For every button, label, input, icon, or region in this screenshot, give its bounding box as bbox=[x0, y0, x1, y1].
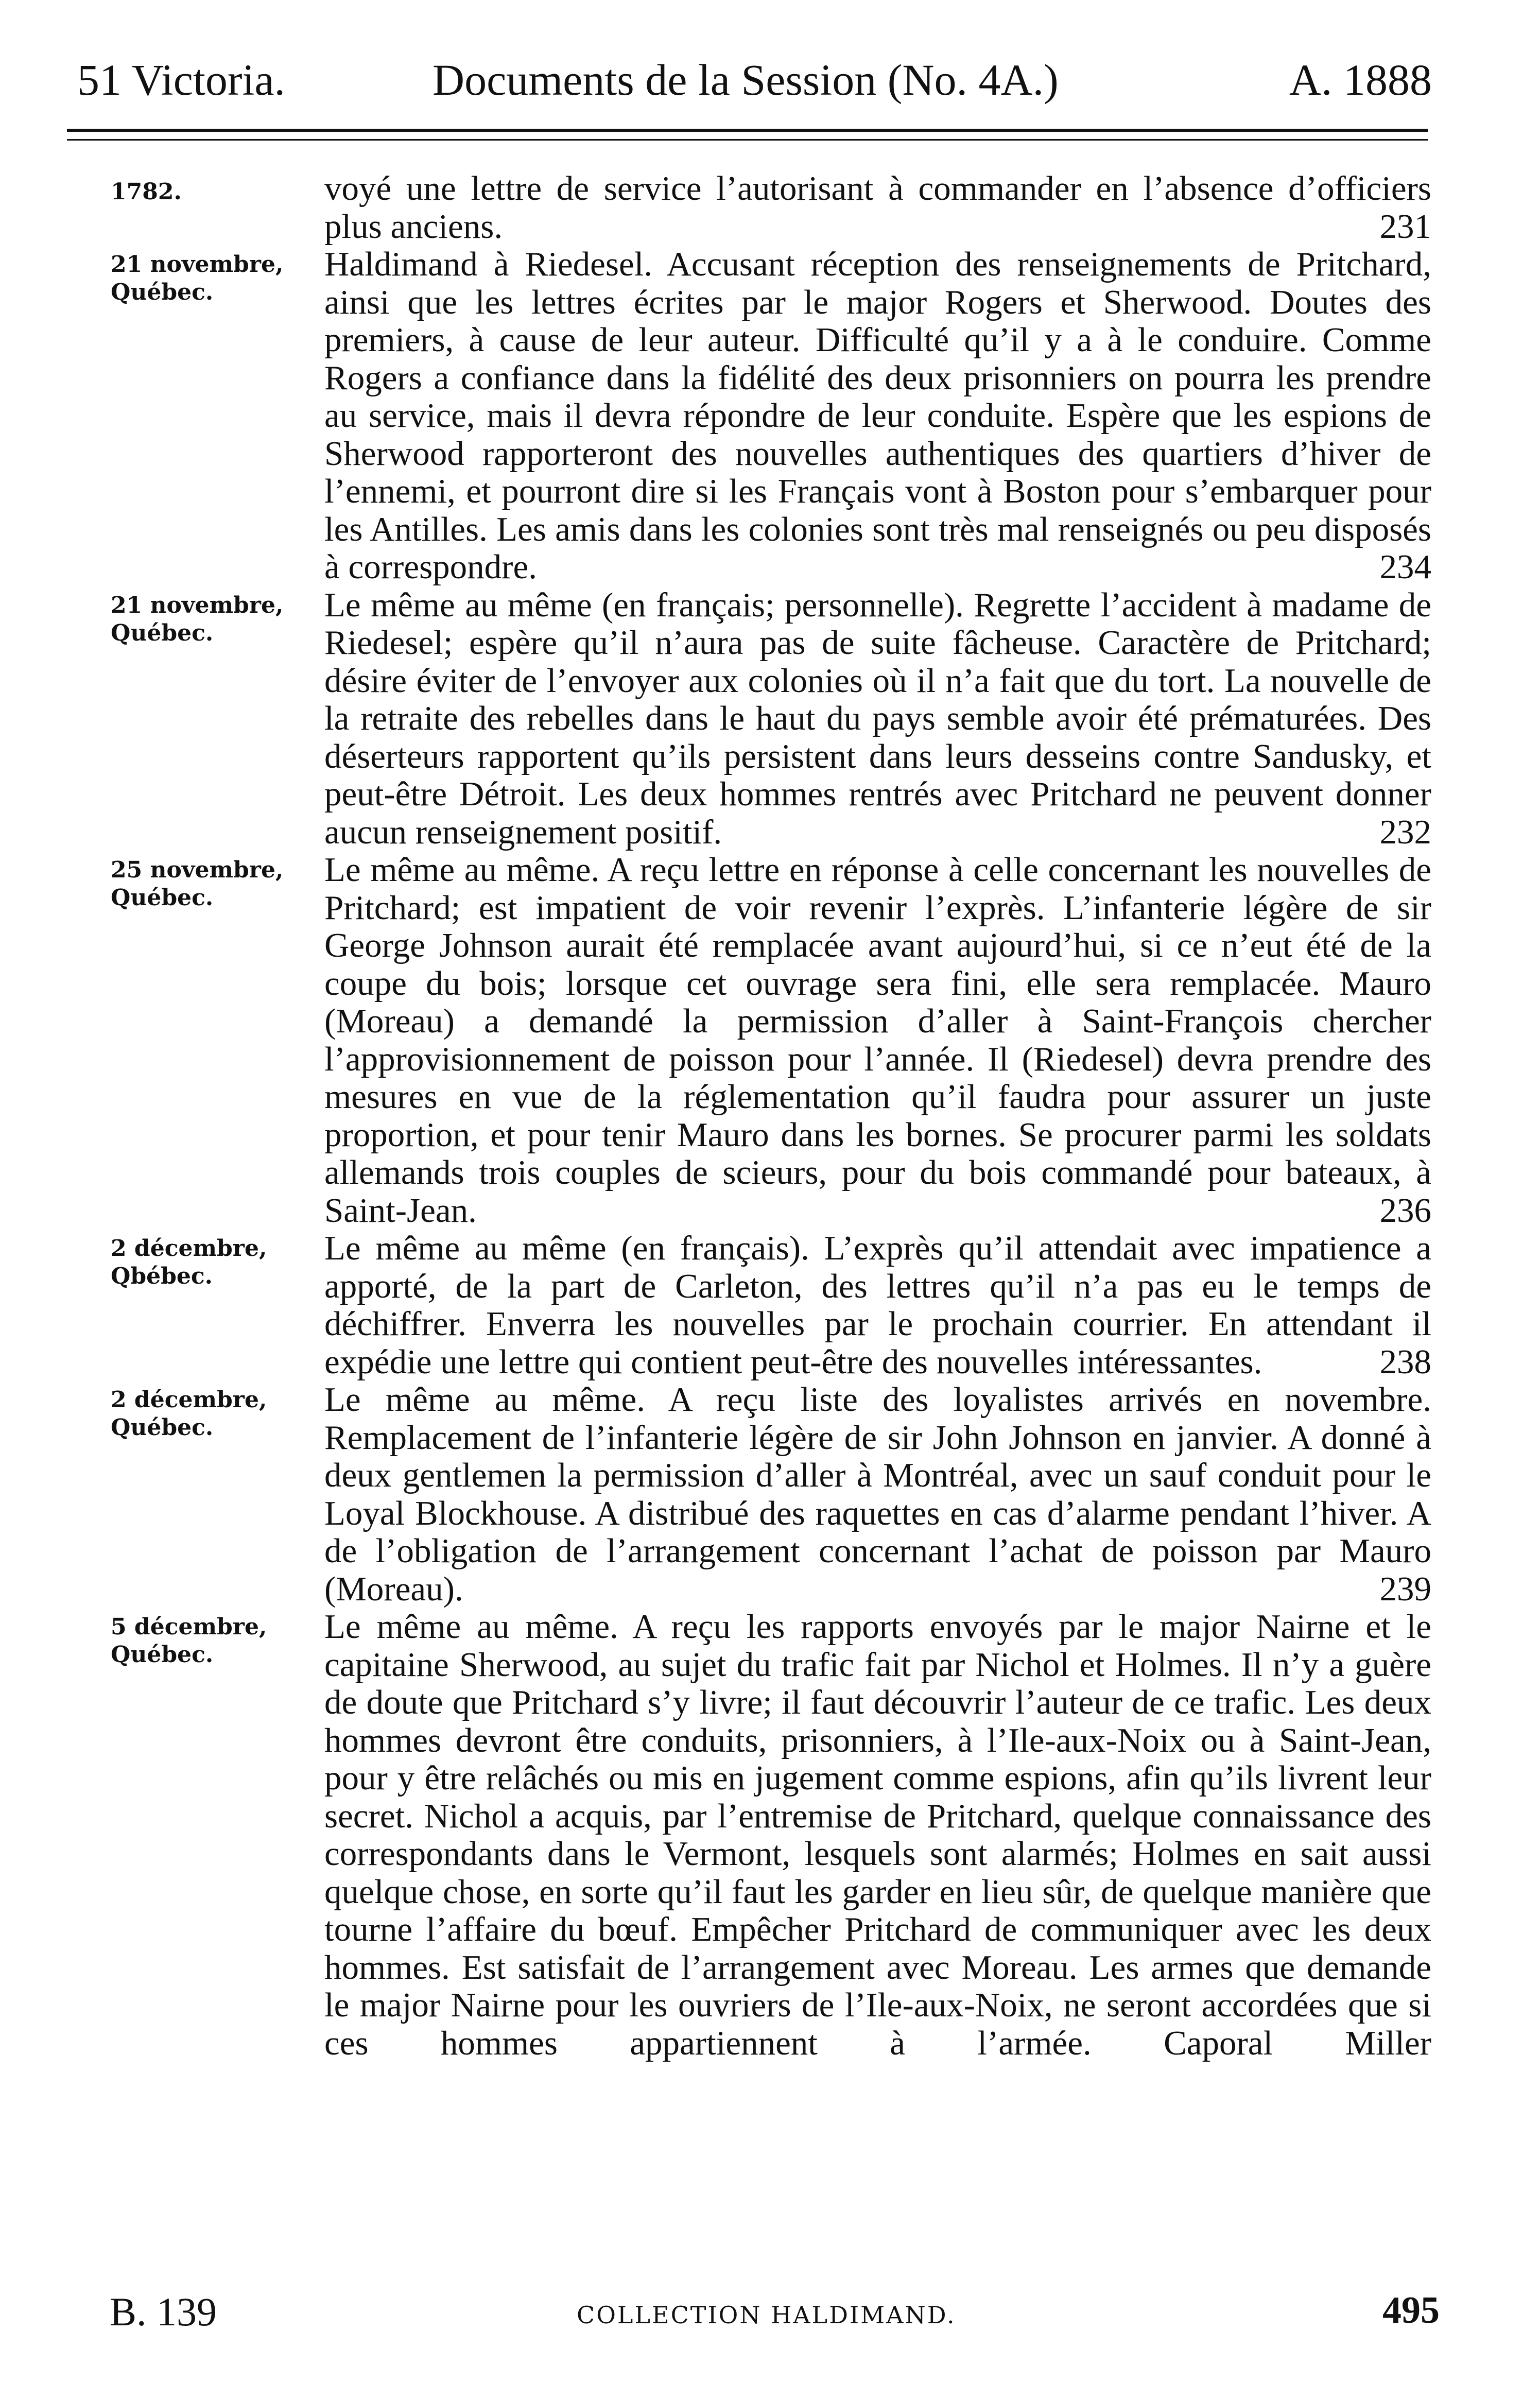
entry-ref: 2‌34 bbox=[1379, 548, 1431, 586]
entry-body: Le même au même. A reçu lettre en réponse à celle concernant les nouvelles de Pritchard; est impatient de voir revenir l’exprès. L’infanterie légère de sir George Johnson aurait été remplacée avant aujourd’hui, si ce n’eut été de la coupe du bois; lorsque cet ouvrage sera fini, elle sera remplacée. Mauro (Moreau) a demandé la permission d’aller à Saint-François chercher l’approvisionnement de poisson pour l’année. Il (Riedesel) devra prendre des mesures en vue de la réglementation qu’il faudra pour assurer un juste proportion, et pour tenir Mauro dans les bornes. Se procurer parmi les soldats allemands trois couples de scieurs, pour du bois commandé pour bateaux, à Saint-Jean. bbox=[324, 851, 1431, 1230]
footer-collection-title: COLLECTION HALDIMAND. bbox=[577, 2301, 956, 2329]
header-title: Documents de la Session (No. 4A.) bbox=[432, 55, 1059, 105]
entry-date: 2 décembre, Qbébec. bbox=[111, 1235, 267, 1289]
entry-text bbox=[324, 1608, 1431, 2062]
entry-25-nov bbox=[0, 851, 1540, 1230]
entry-5-dec bbox=[0, 1608, 1540, 2062]
entry-ref: 232 bbox=[1379, 813, 1431, 851]
entry-text bbox=[324, 1381, 1431, 1608]
entry-ref: 239 bbox=[1379, 1569, 1431, 1608]
footer-signature-mark: B. 139 bbox=[110, 2289, 217, 2334]
entry-21-nov-a bbox=[0, 246, 1540, 586]
entry-text bbox=[324, 246, 1431, 586]
entry-body: Le même au même (en français; personnelle). Regrette l’accident à madame de Riedesel; espère qu’il n’aura pas de suite fâcheuse. Caractère de Pritchard; désire éviter de l’envoyer aux colonies où il n’a fait que du tort. La nouvelle de la retraite des rebelles dans le haut du pays semble avoir été prématurées. Des déserteurs rapportent qu’ils persistent dans leurs desseins contre Sandusky, et peut-être Détroit. Les deux hommes rentrés avec Pritchard ne peuvent donner aucun renseignement positif. bbox=[324, 585, 1431, 851]
calendar-entries bbox=[0, 170, 1540, 2062]
entry-date: 5 décembre, Québec. bbox=[111, 1614, 267, 1668]
entry-body: Le même au même. A reçu liste des loyalistes arrivés en novembre. Remplacement de l’infanterie légère de sir John Johnson en janvier. A donné à deux gentlemen la permission d’aller à Montréal, avec un sauf conduit pour le Loyal Blockhouse. A distribué des raquettes en cas d’alarme pendant l’hiver. A de l’obligation de l’arrangement concernant l’achat de poisson par Mauro (Moreau). bbox=[324, 1380, 1431, 1608]
running-header bbox=[0, 49, 1540, 111]
entry-2-dec-b bbox=[0, 1381, 1540, 1608]
entry-body: Le même au même (en français). L’exprès qu’il attendait avec impatience a apporté, de la part de Carleton, des lettres qu’il n’a pas eu le temps de déchiffrer. Enverra les nouvelles par le prochain courrier. En attendant il expédie une lettre qui contient peut-être des nouvelles intéressantes. bbox=[324, 1229, 1431, 1381]
entry-ref: 236 bbox=[1379, 1191, 1431, 1230]
header-volume: 51 Victoria. bbox=[77, 55, 286, 105]
entry-ref: 238 bbox=[1379, 1342, 1431, 1381]
entry-date: 21 novembre, Québec. bbox=[111, 251, 284, 305]
entry-date: 2 décembre, Québec. bbox=[111, 1387, 267, 1441]
entry-body: voyé une lettre de service l’autorisant à commander en l’absence d’officiers plus anciens. bbox=[324, 169, 1431, 246]
entry-1782 bbox=[0, 170, 1540, 246]
entry-2-dec-a bbox=[0, 1230, 1540, 1381]
entry-date: 25 novembre, Québec. bbox=[111, 857, 284, 911]
entry-text bbox=[324, 170, 1431, 246]
entry-21-nov-b bbox=[0, 586, 1540, 852]
header-rule-thick bbox=[67, 129, 1428, 132]
header-year: A. 1888 bbox=[1289, 55, 1432, 105]
entry-date: 21 novembre, Québec. bbox=[111, 592, 284, 646]
entry-text bbox=[324, 586, 1431, 852]
entry-body: Haldimand à Riedesel. Accusant réception des renseignements de Pritchard, ainsi que les lettres écrites par le major Rogers et Sherwood. Doutes des premiers, à cause de leur auteur. Difficulté qu’il y a à le conduire. Comme Rogers a confiance dans la fidélité des deux prisonniers on pourra les prendre au service, mais il devra répondre de leur conduite. Espère que les espions de Sherwood rapporteront des nouvelles authentiques des quartiers d’hiver de l’ennemi, et pourront dire si les Français vont à Boston pour s’embarquer pour les Antilles. Les amis dans les colonies sont très mal renseignés ou peu disposés à correspondre. bbox=[324, 245, 1431, 586]
entry-text bbox=[324, 851, 1431, 1230]
entry-date: 1782. bbox=[111, 179, 182, 205]
page-footer bbox=[0, 2289, 1540, 2340]
entry-ref: 231 bbox=[1379, 207, 1431, 246]
page-number: 495 bbox=[1382, 2289, 1440, 2332]
header-rule-thin bbox=[67, 139, 1428, 141]
entry-body: Le même au même. A reçu les rapports envoyés par le major Nairne et le capitaine Sherwood, au sujet du trafic fait par Nichol et Holmes. Il n’y a guère de doute que Pritchard s’y livre; il faut découvrir l’auteur de ce trafic. Les deux hommes devront être conduits, prisonniers, à l’Ile-aux-Noix ou à Saint-Jean, pour y être relâchés ou mis en jugement comme espions, afin qu’ils livrent leur secret. Nichol a acquis, par l’entremise de Pritchard, quelque connaissance des correspondants dans le Vermont, lesquels sont alarmés; Holmes en sait aussi quelque chose, en sorte qu’il faut les garder en lieu sûr, de quelque manière que tourne l’affaire du bœuf. Empêcher Pritchard de communiquer avec les deux hommes. Est satisfait de l’arrangement avec Moreau. Les armes que demande le major Nairne pour les ouvriers de l’Ile-aux-Noix, ne seront accordées que si ces hommes appartiennent à l’armée. Caporal Miller bbox=[324, 1608, 1431, 2062]
entry-text bbox=[324, 1230, 1431, 1381]
